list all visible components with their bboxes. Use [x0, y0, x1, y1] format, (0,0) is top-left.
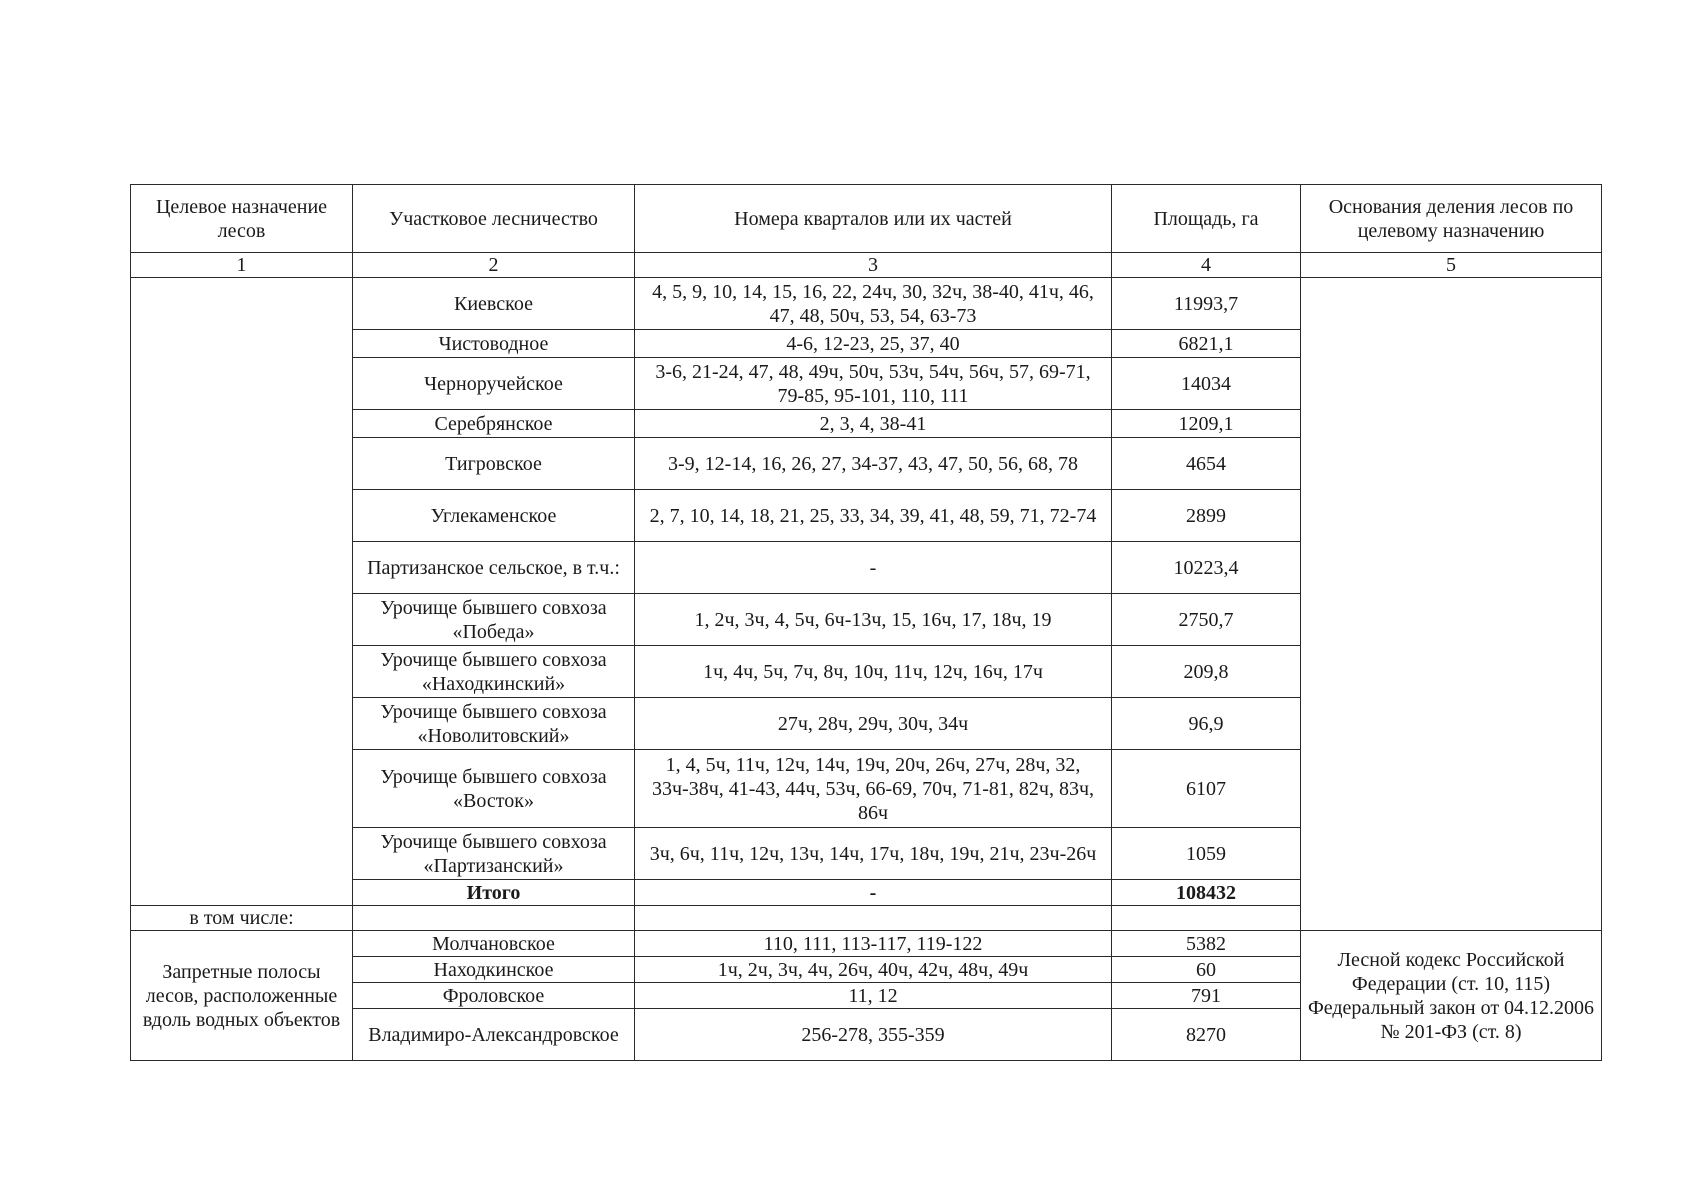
- area-cell: 791: [1112, 983, 1301, 1009]
- table-row: [131, 931, 1602, 957]
- quarters-cell: 4, 5, 9, 10, 14, 15, 16, 22, 24ч, 30, 32ч, 38-40, 41ч, 46, 47, 48, 50ч, 53, 54, 63-73: [635, 278, 1112, 330]
- area-cell: 11993,7: [1112, 278, 1301, 330]
- protected-purpose-cell: Запретные полосы лесов, расположенные вдоль водных объектов: [131, 931, 353, 1061]
- empty-cell: [635, 906, 1112, 931]
- area-cell: 8270: [1112, 1009, 1301, 1061]
- district-cell: Урочище бывшего совхоза «Находкинский»: [353, 646, 635, 698]
- district-cell: Киевское: [353, 278, 635, 330]
- area-cell: 6107: [1112, 750, 1301, 828]
- area-cell: 5382: [1112, 931, 1301, 957]
- header-area: Площадь, га: [1112, 185, 1301, 253]
- quarters-cell: 2, 3, 4, 38-41: [635, 410, 1112, 438]
- quarters-cell: 1, 4, 5ч, 11ч, 12ч, 14ч, 19ч, 20ч, 26ч, 27ч, 28ч, 32, 33ч-38ч, 41-43, 44ч, 53ч, 66-69, 70ч, 71-81, 82ч, 83ч, 86ч: [635, 750, 1112, 828]
- district-cell: Черноручейское: [353, 358, 635, 410]
- quarters-cell: -: [635, 542, 1112, 594]
- header-row: [131, 185, 1602, 253]
- district-cell: Партизанское сельское, в т.ч.:: [353, 542, 635, 594]
- area-cell: 1209,1: [1112, 410, 1301, 438]
- column-number: 5: [1301, 253, 1602, 278]
- area-cell: 60: [1112, 957, 1301, 983]
- quarters-cell: 1ч, 2ч, 3ч, 4ч, 26ч, 40ч, 42ч, 48ч, 49ч: [635, 957, 1112, 983]
- column-number: 2: [353, 253, 635, 278]
- quarters-cell: 4-6, 12-23, 25, 37, 40: [635, 330, 1112, 358]
- area-cell: 2899: [1112, 490, 1301, 542]
- quarters-cell: 2, 7, 10, 14, 18, 21, 25, 33, 34, 39, 41, 48, 59, 71, 72-74: [635, 490, 1112, 542]
- quarters-cell: 110, 111, 113-117, 119-122: [635, 931, 1112, 957]
- area-cell: 4654: [1112, 438, 1301, 490]
- district-cell: Тигровское: [353, 438, 635, 490]
- quarters-cell: 1, 2ч, 3ч, 4, 5ч, 6ч-13ч, 15, 16ч, 17, 18ч, 19: [635, 594, 1112, 646]
- district-cell: Чистоводное: [353, 330, 635, 358]
- quarters-cell: 3-9, 12-14, 16, 26, 27, 34-37, 43, 47, 50, 56, 68, 78: [635, 438, 1112, 490]
- district-cell: Фроловское: [353, 983, 635, 1009]
- district-cell: Углекаменское: [353, 490, 635, 542]
- area-cell: 209,8: [1112, 646, 1301, 698]
- quarters-cell: 256-278, 355-359: [635, 1009, 1112, 1061]
- total-area: 108432: [1112, 880, 1301, 906]
- header-quarters: Номера кварталов или их частей: [635, 185, 1112, 253]
- table-row: [131, 278, 1602, 330]
- district-cell: Находкинское: [353, 957, 635, 983]
- area-cell: 14034: [1112, 358, 1301, 410]
- column-number: 1: [131, 253, 353, 278]
- district-cell: Урочище бывшего совхоза «Восток»: [353, 750, 635, 828]
- column-number: 3: [635, 253, 1112, 278]
- empty-cell: [1112, 906, 1301, 931]
- area-cell: 6821,1: [1112, 330, 1301, 358]
- column-number: 4: [1112, 253, 1301, 278]
- area-cell: 96,9: [1112, 698, 1301, 750]
- quarters-cell: 27ч, 28ч, 29ч, 30ч, 34ч: [635, 698, 1112, 750]
- area-cell: 1059: [1112, 828, 1301, 880]
- purpose-cell-empty: [131, 278, 353, 906]
- district-cell: Урочище бывшего совхоза «Партизанский»: [353, 828, 635, 880]
- total-label: Итого: [353, 880, 635, 906]
- area-cell: 2750,7: [1112, 594, 1301, 646]
- quarters-cell: 1ч, 4ч, 5ч, 7ч, 8ч, 10ч, 11ч, 12ч, 16ч, 17ч: [635, 646, 1112, 698]
- area-cell: 10223,4: [1112, 542, 1301, 594]
- column-number-row: [131, 253, 1602, 278]
- district-cell: Молчановское: [353, 931, 635, 957]
- district-cell: Серебрянское: [353, 410, 635, 438]
- protected-basis-cell: Лесной кодекс Российской Федерации (ст. 10, 115) Федеральный закон от 04.12.2006 № 201-ФЗ (ст. 8): [1301, 931, 1602, 1061]
- forest-purpose-table: [130, 184, 1602, 1061]
- total-quarters: -: [635, 880, 1112, 906]
- quarters-cell: 3-6, 21-24, 47, 48, 49ч, 50ч, 53ч, 54ч, 56ч, 57, 69-71, 79-85, 95-101, 110, 111: [635, 358, 1112, 410]
- district-cell: Урочище бывшего совхоза «Победа»: [353, 594, 635, 646]
- district-cell: Урочище бывшего совхоза «Новолитовский»: [353, 698, 635, 750]
- including-label: в том числе:: [131, 906, 353, 931]
- basis-cell-empty: [1301, 278, 1602, 931]
- header-purpose: Целевое назначение лесов: [131, 185, 353, 253]
- header-district: Участковое лесничество: [353, 185, 635, 253]
- quarters-cell: 11, 12: [635, 983, 1112, 1009]
- empty-cell: [353, 906, 635, 931]
- district-cell: Владимиро-Александровское: [353, 1009, 635, 1061]
- quarters-cell: 3ч, 6ч, 11ч, 12ч, 13ч, 14ч, 17ч, 18ч, 19ч, 21ч, 23ч-26ч: [635, 828, 1112, 880]
- header-basis: Основания деления лесов по целевому назначению: [1301, 185, 1602, 253]
